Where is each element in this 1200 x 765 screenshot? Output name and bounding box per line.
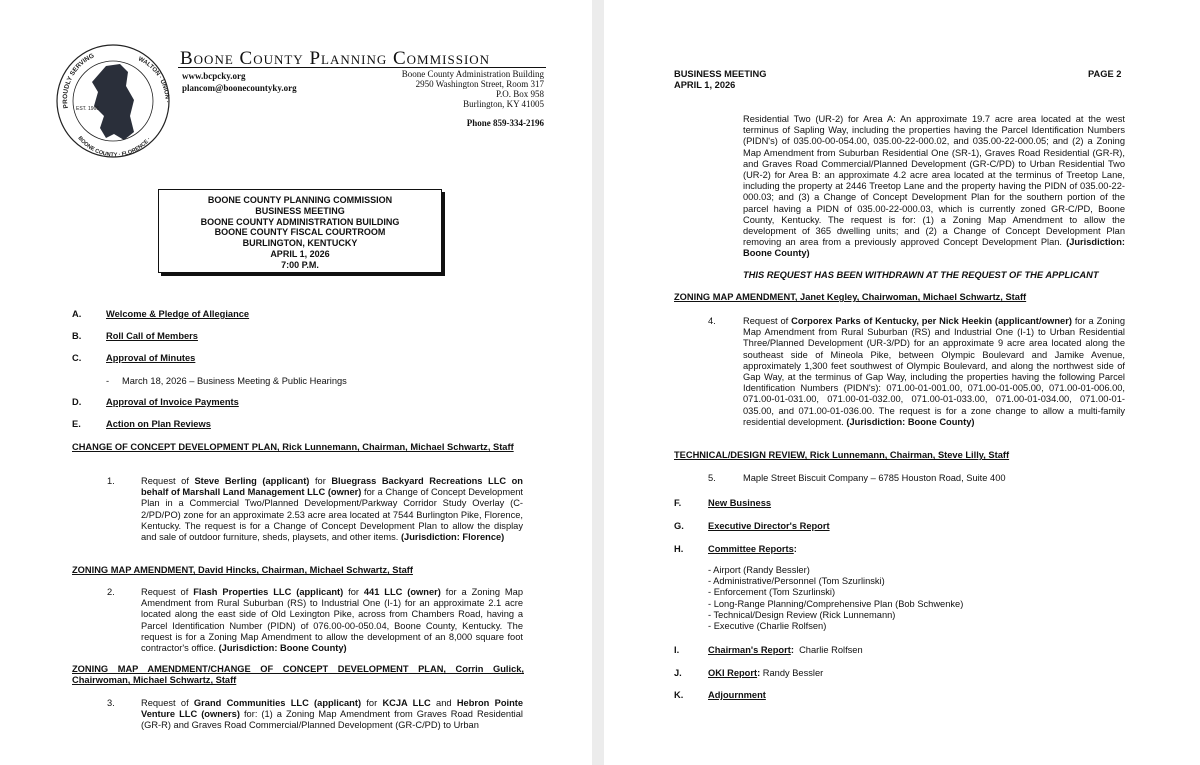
agenda-item-new-business[interactable]: New Business <box>708 498 772 508</box>
item-3-body: for: (1) a Zoning Map Amendment from Graves Road Residential (GR-R) and Graves Road Commercial/Planned Development (GR-C/PD) to Urban <box>141 709 523 731</box>
item-3-jurisdiction: (Jurisdiction: Boone County) <box>743 237 1125 259</box>
svg-text:BOONE COUNTY · FLORENCE · <box>76 135 152 158</box>
item-2-request <box>141 587 523 654</box>
item-number: 4. <box>708 316 716 326</box>
county-seal-logo <box>54 42 172 160</box>
page-2-header <box>674 69 766 91</box>
agenda-item-oki-report[interactable] <box>708 668 823 678</box>
item-5-text: Maple Street Biscuit Company – 6785 Houston Road, Suite 400 <box>743 473 1006 483</box>
item-3-mid: for <box>361 698 383 708</box>
phone-number: Phone 859-334-2196 <box>466 118 544 128</box>
item-3-continued <box>743 114 1125 260</box>
agenda-item-invoices[interactable]: Approval of Invoice Payments <box>106 397 239 407</box>
seal-ring-bottom-text: BOONE COUNTY · FLORENCE · <box>76 135 153 159</box>
oki-report-colon: : <box>757 668 761 678</box>
item-1-jurisdiction: (Jurisdiction: Florence) <box>400 532 505 543</box>
chairman-report-value: Charlie Rolfsen <box>793 645 863 655</box>
withdrawn-notice: THIS REQUEST HAS BEEN WITHDRAWN AT THE REQUEST OF THE APPLICANT <box>743 270 1099 280</box>
item-4-jurisdiction: (Jurisdiction: Boone County) <box>846 416 975 427</box>
item-1-body: for a Change of Concept Development Plan in a Commercial Two/Planned Development/Parkway Corridor Study Overlay (C-2/PD/PO) zone for an approximate 2.53 acre area located at 7544 Burlington Pike, Florence, Kentucky. The request is for a Change of Concept Development Plan to allow the display and sale of outdoor furniture, sheds, playsets, and other items. <box>141 487 524 543</box>
header-line: BOONE COUNTY PLANNING COMMISSION <box>207 195 393 205</box>
item-3-mid-2: and <box>430 698 457 708</box>
agenda-item-chairman-report[interactable] <box>708 645 863 655</box>
item-1-pre: Request of <box>141 476 195 486</box>
item-2-applicant: Flash Properties LLC (applicant) <box>193 587 344 597</box>
item-2-owner: 441 LLC (owner) <box>363 587 441 597</box>
agenda-item-director-report[interactable]: Executive Director's Report <box>708 521 830 531</box>
item-1-applicant: Steve Berling (applicant) <box>194 476 310 486</box>
page-2-header-title: BUSINESS MEETING <box>674 69 767 79</box>
list-item: - Long-Range Planning/Comprehensive Plan (Bob Schwenke) <box>708 599 963 610</box>
meeting-header-box <box>158 189 442 273</box>
item-2-mid: for <box>343 587 364 597</box>
item-3-cont-body: Residential Two (UR-2) for Area A: An approximate 19.7 acre area located at the west terminus of Sapling Way, including the properties having the Parcel Identification Numbers (PIDN's) of 035.00-00-054.00, 035.00-22-000.02, and 035.00-22-000.05; and (2) a Zoning Map Amendment from Suburban Residential One (SR-1), Graves Road Residential (GR-R), and Graves Road Commercial/Planned Development (GR-C/PD) to Urban Residential Two (UR-2) for Area B: an approximate 4.2 acre area located at the terminus of Treetop Lane, including the property at 2446 Treetop Lane and the property having the PIDN of 035.00-22-000.03; and (3) a Change of Concept Development Plan for the southern portion of the parcel having a PIDN of 035.00-22-000.03, which is currently zoned GR-C/PD, Boone County, Kentucky. The request is for: (1) a Zoning Map Amendment to allow the development of 365 dwelling units; and (2) a Change of Concept Development Plan removing an area from a previously approved Concept Development Plan. <box>743 114 1125 248</box>
minutes-item-text: March 18, 2026 – Business Meeting & Public Hearings <box>122 376 347 386</box>
list-item: - Enforcement (Tom Szurlinski) <box>708 587 963 598</box>
item-4-body: for a Zoning Map Amendment from Rural Suburban (RS) and Industrial One (I-1) to Urban Residential Three/Planned Development (UR-3/PD) for an approximate 9 acre area located along the southeast side of Mineola Pike, between Olympic Boulevard and Jamike Avenue, approximately 1,300 feet southwest of Olympic Boulevard, and along the northwest side of Gap Way, at the terminus of Gap Way, including the properties having the following Parcel Identification Numbers (PIDN's): 071.00-01-001.00, 071.00-01-005.00, 071.00-01-006.00, 071.00-01-031.00, 071.00-01-032.00, 071.00-01-033.00, 071.00-01-034.00, 071.00-01-035.00, and 071.00-01-036.00. The request is for a zone change to allow a multi-family residential development. <box>743 316 1126 427</box>
agenda-letter: I. <box>674 645 680 655</box>
item-2-pre: Request of <box>141 587 194 597</box>
list-item: - Administrative/Personnel (Tom Szurlinski) <box>708 576 963 587</box>
item-1-owner: Bluegrass Backyard Recreations LLC on behalf of Marshall Land Management LLC (owner) <box>141 476 523 498</box>
item-4-applicant: Corporex Parks of Kentucky, per Nick Heekin (applicant/owner) <box>791 316 1072 326</box>
page-2-header-date: APRIL 1, 2026 <box>674 80 736 90</box>
header-line: BOONE COUNTY FISCAL COURTROOM <box>214 227 386 238</box>
header-line: APRIL 1, 2026 <box>270 248 330 259</box>
list-item: - Technical/Design Review (Rick Lunnemann) <box>708 610 963 621</box>
letterhead-contacts <box>182 70 297 94</box>
address-line-4: Burlington, KY 41005 <box>463 99 544 109</box>
agenda-page-2 <box>604 0 1200 765</box>
seal-est-text: EST. 1966 <box>76 106 100 112</box>
chairman-report-label: Chairman's Report <box>708 645 791 655</box>
item-1-request <box>141 476 523 543</box>
seal-ring-top-text: PROUDLY SERVING <box>62 52 96 109</box>
item-3-request <box>141 698 523 732</box>
agenda-letter: A. <box>72 309 82 319</box>
item-4-request <box>743 316 1125 428</box>
email-link[interactable]: plancom@boonecountyky.org <box>182 83 297 93</box>
agenda-letter: K. <box>674 690 684 700</box>
committee-reports-colon: : <box>793 544 797 554</box>
agenda-letter: G. <box>674 521 684 531</box>
committee-reports-label: Committee Reports <box>708 544 794 554</box>
item-3-owner-2: Hebron Pointe Venture LLC (owners) <box>141 698 524 720</box>
minutes-item: - March 18, 2026 – Business Meeting & Public Hearings <box>106 376 347 386</box>
agenda-item-adjournment[interactable]: Adjournment <box>708 690 766 700</box>
commission-title: Boone County Planning Commission <box>180 48 491 69</box>
committee-list <box>708 565 963 632</box>
header-line: BURLINGTON, KENTUCKY <box>242 238 358 249</box>
website-link[interactable]: www.bcpcky.org <box>182 71 246 81</box>
agenda-letter: F. <box>674 498 682 508</box>
chairman-report-colon: : <box>790 645 794 655</box>
list-item: - Airport (Randy Bessler) <box>708 565 963 576</box>
letterhead-rule <box>178 67 546 68</box>
agenda-letter: C. <box>72 353 82 363</box>
list-item: - Executive (Charlie Rolfsen) <box>708 621 963 632</box>
item-2-body: for a Zoning Map Amendment from Rural Suburban (RS) to Industrial One (I-1) for an approximate 2.1 acre located along the east side of Old Lexington Pike, across from Chambers Road, having a Parcel Identification Number (PIDN) of 076.00-00-050.04, Boone County, Kentucky. The request is for a Zoning Map Amendment to allow the development of an 8,000 square foot contractor's office. <box>141 587 523 654</box>
section-heading-zoning-concept: ZONING MAP AMENDMENT/CHANGE OF CONCEPT DEVELOPMENT PLAN, Corrin Gulick, Chairwoman, Michael Schwartz, Staff <box>72 664 524 685</box>
agenda-letter: H. <box>674 544 684 554</box>
item-3-applicant: Grand Communities LLC (applicant) <box>193 698 362 708</box>
address-line-3: P.O. Box 958 <box>495 89 544 99</box>
page-number: PAGE 2 <box>1088 69 1122 79</box>
header-line: BUSINESS MEETING <box>255 205 345 216</box>
section-heading-technical: TECHNICAL/DESIGN REVIEW, Rick Lunnemann, Chairman, Steve Lilly, Staff <box>674 450 1010 460</box>
address-line-1: Boone County Administration Building <box>401 69 544 79</box>
agenda-letter: D. <box>72 397 82 407</box>
item-1-mid: for <box>309 476 332 486</box>
agenda-item-roll-call[interactable]: Roll Call of Members <box>106 331 198 341</box>
item-number: 3. <box>107 698 115 708</box>
item-number: 1. <box>107 476 115 486</box>
agenda-item-plan-reviews[interactable]: Action on Plan Reviews <box>106 419 211 429</box>
item-4-pre: Request of <box>743 316 792 326</box>
address-line-2: 2950 Washington Street, Room 317 <box>415 79 544 89</box>
agenda-letter: B. <box>72 331 82 341</box>
section-heading-zoning-1: ZONING MAP AMENDMENT, David Hincks, Chairman, Michael Schwartz, Staff <box>72 565 413 575</box>
seal-ring-right-text: WALTON · UNION · <box>137 56 170 103</box>
letterhead-address <box>340 69 544 109</box>
item-3-owner-1: KCJA LLC <box>382 698 431 708</box>
section-heading-concept-plan: CHANGE OF CONCEPT DEVELOPMENT PLAN, Rick Lunnemann, Chairman, Michael Schwartz, Staff <box>72 442 514 452</box>
agenda-letter: J. <box>674 668 682 678</box>
oki-report-value: Randy Bessler <box>760 668 824 678</box>
item-number: 2. <box>107 587 115 597</box>
agenda-item-minutes[interactable]: Approval of Minutes <box>106 353 196 363</box>
agenda-item-committee-reports[interactable] <box>708 544 797 554</box>
item-3-pre: Request of <box>141 698 194 708</box>
agenda-item-welcome[interactable]: Welcome & Pledge of Allegiance <box>106 309 250 319</box>
item-2-jurisdiction: (Jurisdiction: Boone County) <box>218 643 347 654</box>
agenda-letter: E. <box>72 419 81 429</box>
item-number: 5. <box>708 473 716 483</box>
oki-report-label: OKI Report <box>708 668 758 678</box>
header-line: 7:00 P.M. <box>281 259 319 270</box>
section-heading-zoning-2: ZONING MAP AMENDMENT, Janet Kegley, Chairwoman, Michael Schwartz, Staff <box>674 292 1027 302</box>
header-line: BOONE COUNTY ADMINISTRATION BUILDING <box>200 216 400 227</box>
agenda-page-1 <box>0 0 592 765</box>
